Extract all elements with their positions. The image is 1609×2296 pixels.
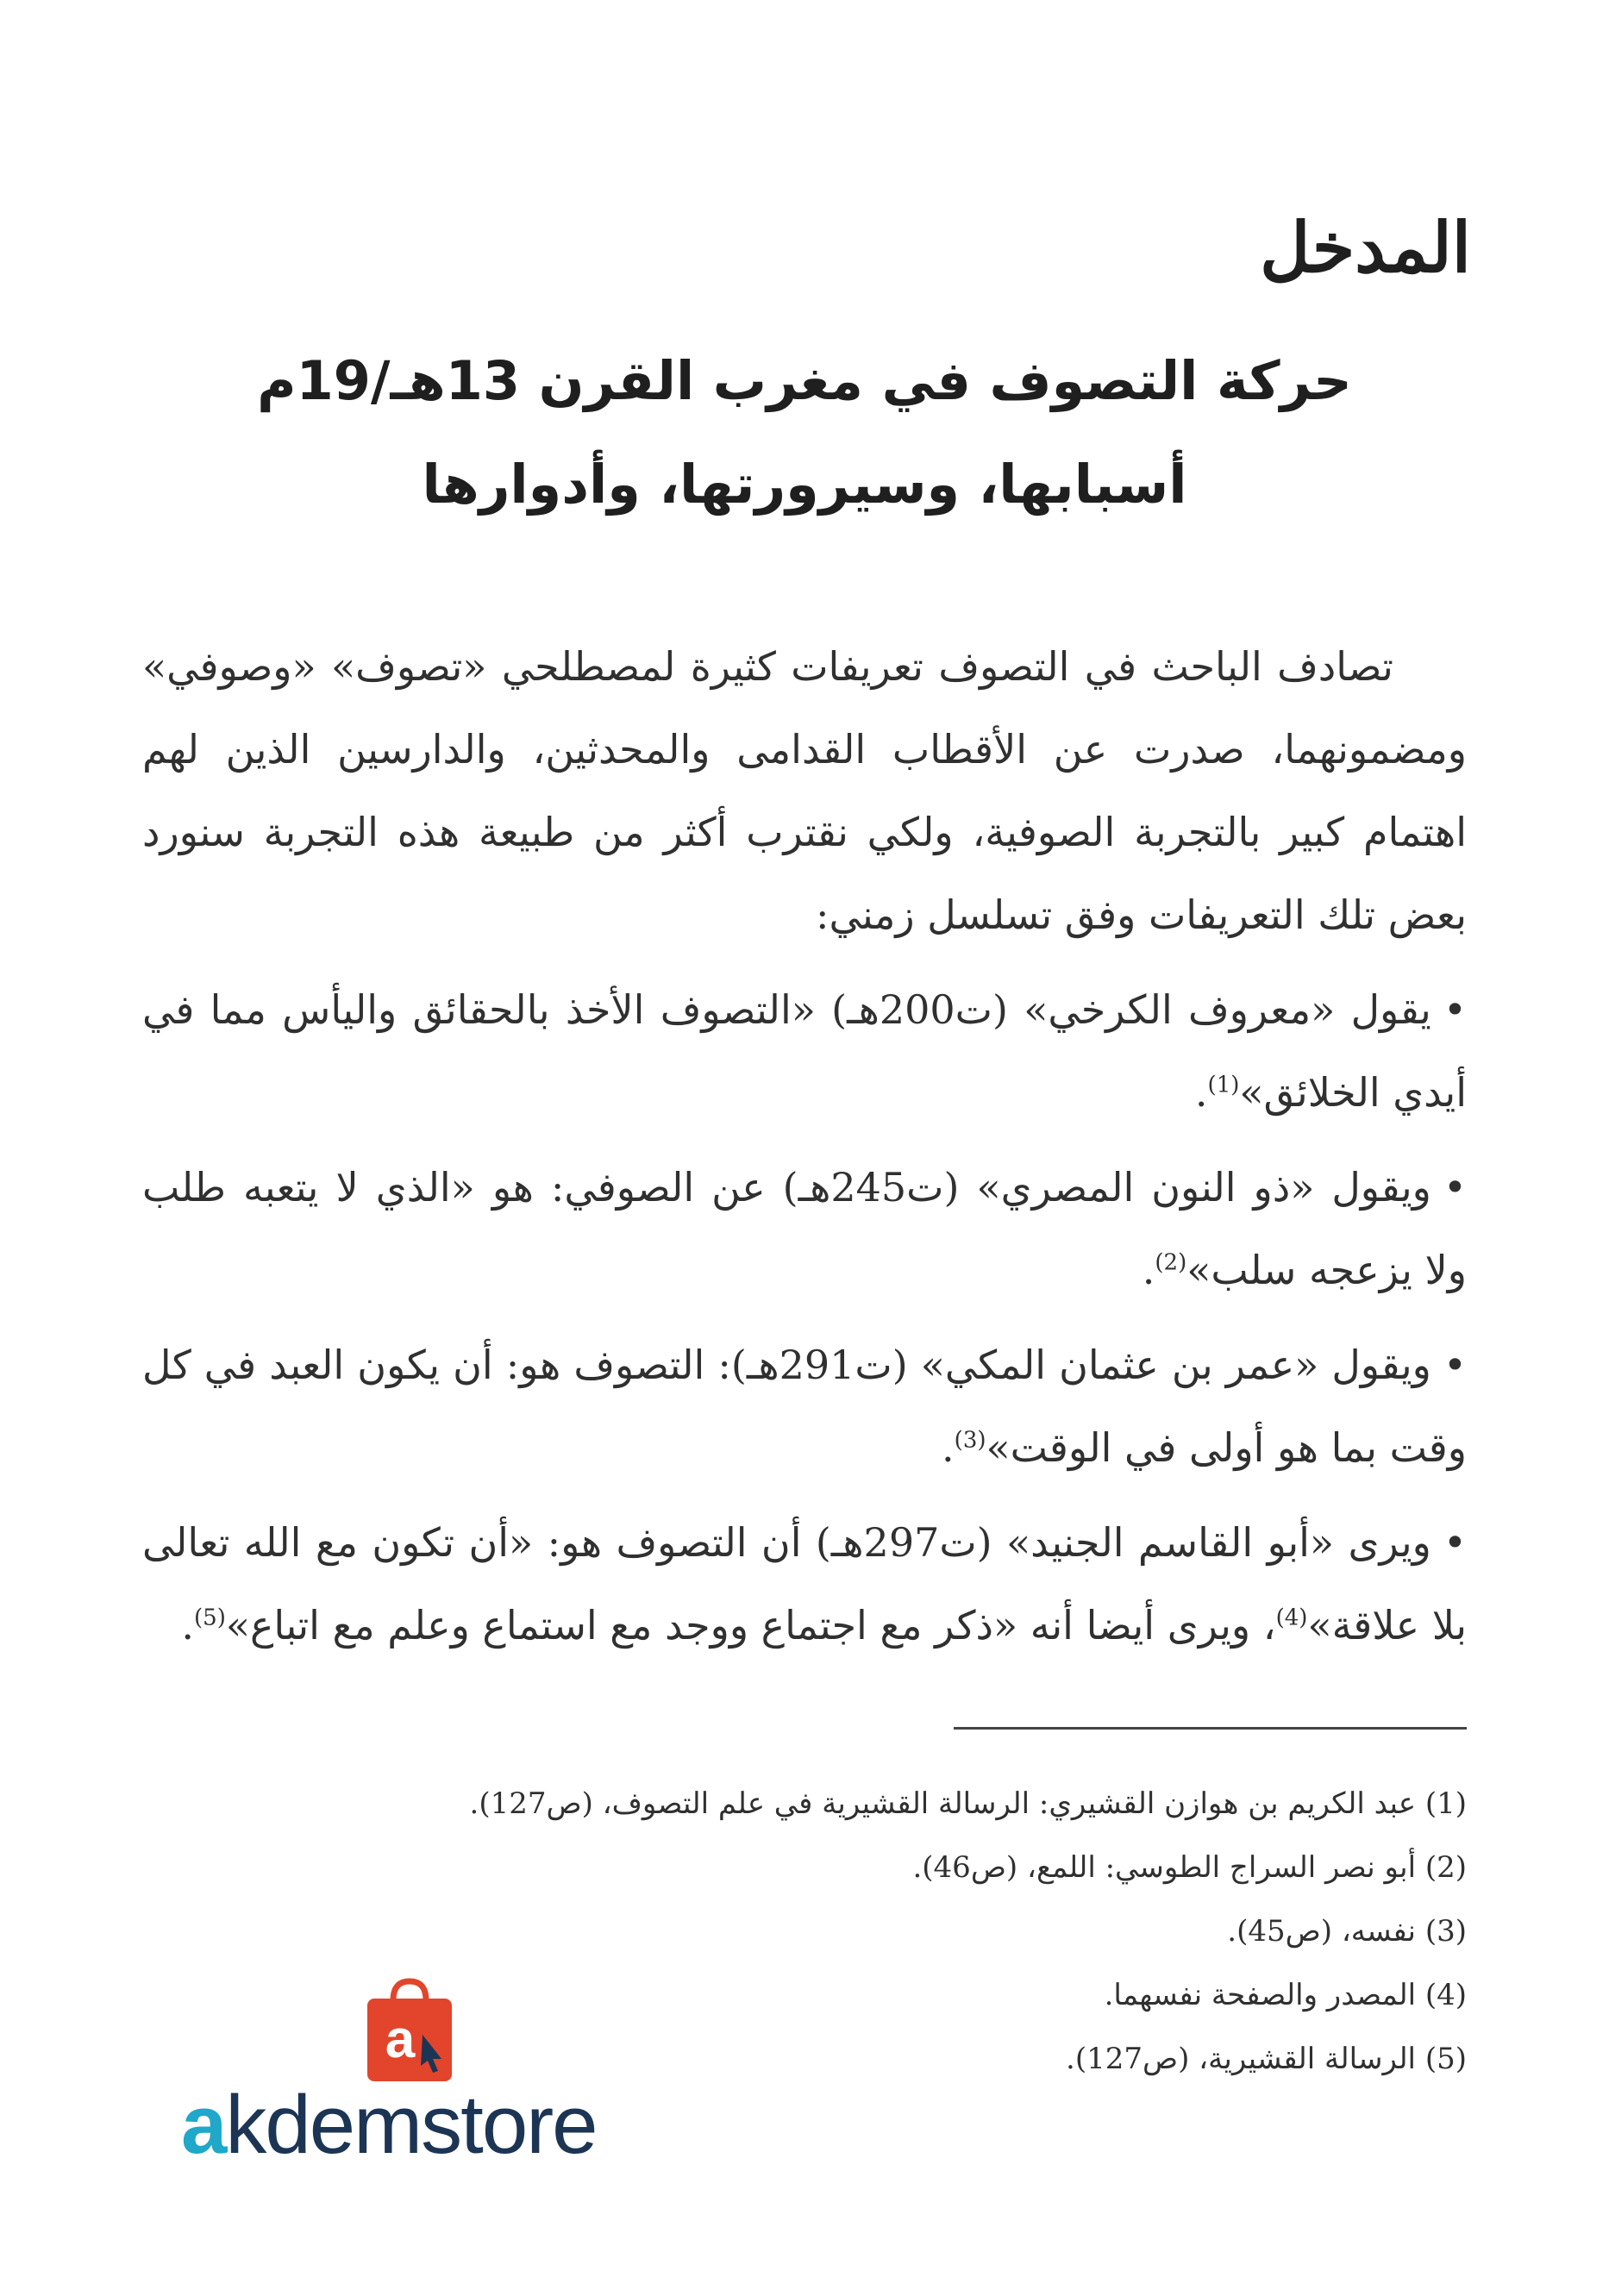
bullet-icon: •	[1443, 1164, 1467, 1211]
bullet-icon: •	[1443, 986, 1467, 1033]
footnote: (5) الرسالة القشيرية، (ص127).	[1066, 2042, 1467, 2076]
bullet-icon: •	[1443, 1342, 1467, 1388]
shopping-bag-icon	[362, 1974, 457, 2085]
bullet-icon: •	[1443, 1519, 1467, 1566]
footnote-ref: (2)	[1155, 1249, 1187, 1276]
list-item	[142, 1146, 1467, 1311]
footnote-ref: (1)	[1207, 1072, 1240, 1098]
brand-rest: kdemstore	[225, 2079, 597, 2171]
footnote: (2) أبو نصر السراج الطوسي: اللمع، (ص46).	[912, 1850, 1467, 1885]
footnote-divider	[954, 1727, 1467, 1730]
bag-letter: a	[385, 2010, 416, 2069]
item-text-continued: ، ويرى أيضا أنه «ذكر مع اجتماع ووجد مع استماع وعلم مع اتباع»	[225, 1602, 1276, 1648]
chapter-label: المدخل	[1260, 207, 1471, 288]
item-text: ويرى «أبو القاسم الجنيد» (ت297هـ) أن التصوف هو: «أن تكون مع الله تعالى بلا علاقة»	[142, 1519, 1467, 1648]
footnote: (1) عبد الكريم بن هوازن القشيري: الرسالة القشيرية في علم التصوف، (ص127).	[469, 1786, 1467, 1821]
item-text: ويقول «ذو النون المصري» (ت245هـ) عن الصوفي: هو «الذي لا يتعبه طلب ولا يزعجه سلب»	[142, 1164, 1467, 1293]
intro-paragraph: تصادف الباحث في التصوف تعريفات كثيرة لمصطلحي «تصوف» «وصوفي» ومضمونهما، صدرت عن الأقطاب القدامى والمحدثين، والدارسين الذين لهم اهتمام كبير بالتجربة الصوفية، ولكي نقترب أكثر من طبيعة هذه التجربة سنورد بعض تلك التعريفات وفق تسلسل زمني:	[142, 643, 1467, 938]
item-end: .	[1142, 1247, 1155, 1293]
body-text	[142, 625, 1467, 1667]
page-title: حركة التصوف في مغرب القرن 13هـ/19م	[257, 349, 1352, 412]
brand-wordmark	[181, 2078, 597, 2173]
brand-accent: a	[181, 2079, 226, 2171]
footnote-ref: (4)	[1275, 1605, 1308, 1631]
item-text: يقول «معروف الكرخي» (ت200هـ) «التصوف الأخذ بالحقائق واليأس مما في أيدي الخلائق»	[142, 986, 1467, 1116]
list-item	[142, 968, 1467, 1134]
item-end: .	[1194, 1069, 1208, 1116]
item-end: .	[942, 1424, 955, 1471]
footnote-ref: (3)	[954, 1427, 986, 1454]
item-end: .	[181, 1602, 194, 1648]
akdemstore-logo	[181, 1974, 629, 2171]
footnote-ref: (5)	[193, 1605, 226, 1631]
footnote: (4) المصدر والصفحة نفسهما.	[1104, 1978, 1467, 2012]
list-item	[142, 1501, 1467, 1667]
footnote: (3) نفسه، (ص45).	[1227, 1914, 1467, 1949]
list-item	[142, 1323, 1467, 1489]
page-subtitle: أسبابها، وسيرورتها، وأدوارها	[422, 453, 1187, 516]
item-text: ويقول «عمر بن عثمان المكي» (ت291هـ): التصوف هو: أن يكون العبد في كل وقت بما هو أولى في الوقت»	[142, 1342, 1467, 1471]
